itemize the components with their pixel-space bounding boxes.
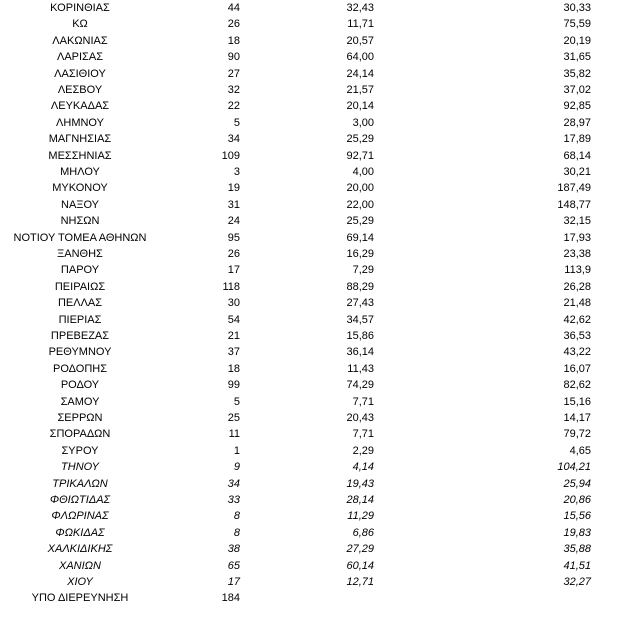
cases-cell: 21	[227, 330, 240, 342]
per-population-cell: 19,83	[563, 526, 591, 539]
table-row	[0, 213, 640, 229]
table-row	[0, 328, 640, 344]
cases-cell: 26	[227, 18, 240, 31]
table-row	[0, 492, 640, 508]
average-cell: 36,14	[346, 346, 374, 359]
region-name-cell: ΛΑΣΙΘΙΟΥ	[54, 67, 106, 80]
per-population-cell: 30,33	[563, 2, 591, 14]
table-row	[0, 115, 640, 131]
cases-cell: 99	[227, 379, 240, 392]
region-name-cell: ΣΑΜΟΥ	[60, 395, 100, 408]
cases-cell: 54	[227, 313, 240, 326]
average-cell: 20,57	[346, 34, 374, 47]
table-row	[0, 443, 640, 459]
region-name-cell: ΤΗΝΟΥ	[61, 461, 99, 474]
average-cell: 4,14	[352, 461, 374, 474]
region-name-cell: ΜΥΚΟΝΟΥ	[52, 182, 108, 195]
per-population-cell: 68,14	[563, 149, 591, 162]
region-name-cell: ΦΘΙΩΤΙΔΑΣ	[49, 494, 111, 506]
region-name-cell: ΠΙΕΡΙΑΣ	[58, 313, 102, 326]
cases-cell: 18	[227, 34, 240, 47]
table-row	[0, 459, 640, 475]
average-cell: 92,71	[346, 149, 374, 162]
average-cell: 34,57	[346, 313, 374, 326]
region-name-cell: ΡΕΘΥΜΝΟΥ	[48, 346, 112, 359]
per-population-cell: 92,85	[563, 100, 591, 113]
region-name-cell: ΛΗΜΝΟΥ	[56, 116, 104, 129]
table-row	[0, 180, 640, 196]
average-cell: 32,43	[346, 2, 374, 14]
average-cell: 69,14	[346, 231, 374, 244]
region-name-cell: ΠΕΛΛΑΣ	[57, 297, 103, 310]
region-name-cell: ΥΠΟ ΔΙΕΡΕΥΝΗΣΗ	[31, 592, 129, 605]
region-name-cell: ΤΡΙΚΑΛΩΝ	[52, 477, 108, 490]
cases-cell: 17	[227, 576, 240, 588]
region-name-cell: ΛΑΚΩΝΙΑΣ	[52, 34, 108, 47]
table-row	[0, 295, 640, 311]
per-population-cell: 15,56	[563, 510, 591, 523]
cases-cell: 8	[233, 510, 240, 523]
region-name-cell: ΜΕΣΣΗΝΙΑΣ	[48, 149, 112, 162]
region-name-cell: ΣΥΡΟΥ	[61, 444, 99, 457]
region-name-cell: ΦΩΚΙΔΑΣ	[55, 526, 105, 539]
average-cell: 21,57	[346, 84, 374, 96]
region-name-cell: ΛΕΥΚΑΔΑΣ	[50, 100, 110, 113]
cases-cell: 37	[227, 346, 240, 359]
average-cell: 88,29	[346, 280, 374, 293]
region-name-cell: ΝΑΞΟΥ	[61, 198, 99, 211]
average-cell: 11,29	[347, 510, 374, 523]
table-row	[0, 49, 640, 65]
per-population-cell: 75,59	[563, 18, 591, 31]
table-row	[0, 131, 640, 147]
table-row	[0, 0, 640, 16]
cases-cell: 22	[227, 100, 240, 113]
per-population-cell: 42,62	[563, 313, 591, 326]
cases-cell: 5	[233, 395, 240, 408]
per-population-cell: 21,48	[563, 297, 591, 310]
cases-cell: 27	[227, 67, 240, 80]
per-population-cell: 17,89	[563, 133, 591, 146]
average-cell: 27,43	[346, 297, 374, 310]
average-cell: 20,14	[346, 100, 374, 113]
region-name-cell: ΚΩ	[72, 18, 88, 31]
table-row	[0, 164, 640, 180]
region-name-cell: ΚΟΡΙΝΘΙΑΣ	[50, 2, 110, 14]
cases-cell: 18	[227, 362, 240, 375]
cases-cell: 38	[227, 543, 240, 556]
cases-cell: 44	[227, 2, 240, 14]
per-population-cell: 31,65	[563, 51, 591, 64]
region-name-cell: ΣΠΟΡΑΔΩΝ	[49, 428, 111, 441]
cases-cell: 90	[227, 51, 240, 64]
average-cell: 6,86	[352, 526, 374, 539]
per-population-cell: 148,77	[557, 198, 591, 211]
average-cell: 25,29	[346, 133, 374, 146]
per-population-cell: 4,65	[569, 444, 591, 457]
cases-cell: 24	[227, 215, 240, 228]
per-population-cell: 23,38	[563, 248, 591, 260]
average-cell: 11,43	[347, 362, 374, 375]
cases-cell: 11	[228, 428, 240, 441]
region-name-cell: ΠΡΕΒΕΖΑΣ	[50, 330, 110, 342]
per-population-cell: 14,17	[563, 412, 591, 424]
average-cell: 64,00	[346, 51, 374, 64]
per-population-cell: 187,49	[557, 182, 591, 195]
cases-cell: 17	[227, 264, 240, 277]
per-population-cell: 36,53	[563, 330, 591, 342]
cases-cell: 3	[233, 166, 240, 178]
cases-cell: 26	[227, 248, 240, 260]
per-population-cell: 104,21	[557, 461, 591, 474]
cases-cell: 65	[227, 559, 240, 572]
region-name-cell: ΛΑΡΙΣΑΣ	[56, 51, 103, 64]
average-cell: 60,14	[346, 559, 374, 572]
cases-cell: 34	[227, 477, 240, 490]
per-population-cell: 32,15	[563, 215, 591, 228]
average-cell: 27,29	[346, 543, 374, 556]
average-cell: 25,29	[346, 215, 374, 228]
average-cell: 3,00	[352, 116, 374, 129]
region-name-cell: ΝΗΣΩΝ	[60, 215, 100, 228]
table-row	[0, 590, 640, 606]
per-population-cell: 20,86	[563, 494, 591, 506]
table-row	[0, 410, 640, 426]
average-cell: 74,29	[346, 379, 374, 392]
region-name-cell: ΡΟΔΟΥ	[60, 379, 100, 392]
cases-cell: 109	[221, 149, 240, 162]
region-name-cell: ΧΑΛΚΙΔΙΚΗΣ	[47, 543, 113, 556]
average-cell: 24,14	[346, 67, 374, 80]
region-name-cell: ΠΕΙΡΑΙΩΣ	[54, 280, 106, 293]
table-row	[0, 344, 640, 360]
cases-cell: 8	[233, 526, 240, 539]
table-row	[0, 33, 640, 49]
cases-cell: 34	[227, 133, 240, 146]
region-name-cell: ΝΟΤΙΟΥ ΤΟΜΕΑ ΑΘΗΝΩΝ	[13, 231, 147, 244]
per-population-cell: 35,82	[563, 67, 591, 80]
average-cell: 7,71	[352, 428, 374, 441]
per-population-cell: 25,94	[563, 477, 591, 490]
region-name-cell: ΜΑΓΝΗΣΙΑΣ	[48, 133, 112, 146]
region-name-cell: ΞΑΝΘΗΣ	[57, 248, 103, 260]
average-cell: 4,00	[352, 166, 374, 178]
per-population-cell: 37,02	[563, 84, 591, 96]
table-row	[0, 82, 640, 98]
cases-cell: 25	[227, 412, 240, 424]
table-row	[0, 574, 640, 590]
average-cell: 2,29	[352, 444, 374, 457]
cases-cell: 118	[222, 280, 240, 293]
cases-cell: 33	[227, 494, 240, 506]
cases-cell: 30	[227, 297, 240, 310]
table-row	[0, 426, 640, 442]
table-row	[0, 558, 640, 574]
cases-cell: 32	[227, 84, 240, 96]
region-name-cell: ΧΑΝΙΩΝ	[59, 559, 101, 572]
table-row	[0, 312, 640, 328]
average-cell: 12,71	[346, 576, 374, 588]
average-cell: 20,00	[346, 182, 374, 195]
table-row	[0, 197, 640, 213]
region-name-cell: ΣΕΡΡΩΝ	[57, 412, 103, 424]
region-name-cell: ΜΗΛΟΥ	[60, 166, 100, 178]
table-row	[0, 508, 640, 524]
region-name-cell: ΛΕΣΒΟΥ	[57, 84, 103, 96]
table-row	[0, 476, 640, 492]
region-name-cell: ΧΙΟΥ	[67, 576, 93, 588]
per-population-cell: 17,93	[563, 231, 591, 244]
cases-cell: 184	[221, 592, 240, 605]
cases-cell: 9	[233, 461, 240, 474]
region-name-cell: ΡΟΔΟΠΗΣ	[52, 362, 108, 375]
per-population-cell: 15,16	[563, 395, 591, 408]
table-row	[0, 279, 640, 295]
per-population-cell: 16,07	[563, 362, 591, 375]
per-population-cell: 20,19	[563, 34, 591, 47]
table-row	[0, 16, 640, 32]
table-row	[0, 361, 640, 377]
cases-cell: 19	[227, 182, 240, 195]
per-population-cell: 26,28	[563, 280, 591, 293]
average-cell: 22,00	[346, 198, 374, 211]
per-population-cell: 82,62	[563, 379, 591, 392]
per-population-cell: 28,97	[563, 116, 591, 129]
per-population-cell: 79,72	[563, 428, 591, 441]
region-name-cell: ΦΛΩΡΙΝΑΣ	[51, 510, 109, 523]
cases-cell: 95	[227, 231, 240, 244]
average-cell: 11,71	[347, 18, 374, 31]
table-row	[0, 66, 640, 82]
average-cell: 19,43	[346, 477, 374, 490]
per-population-cell: 43,22	[563, 346, 591, 359]
table-row	[0, 377, 640, 393]
average-cell: 7,29	[352, 264, 374, 277]
table-row	[0, 525, 640, 541]
cases-cell: 1	[233, 444, 240, 457]
table-row	[0, 262, 640, 278]
per-population-cell: 35,88	[563, 543, 591, 556]
region-name-cell: ΠΑΡΟΥ	[60, 264, 100, 277]
average-cell: 16,29	[346, 248, 374, 260]
table-row	[0, 230, 640, 246]
average-cell: 28,14	[346, 494, 374, 506]
per-population-cell: 113,9	[564, 264, 591, 277]
table-row	[0, 541, 640, 557]
average-cell: 20,43	[346, 412, 374, 424]
average-cell: 15,86	[346, 330, 374, 342]
table-row	[0, 394, 640, 410]
table-row	[0, 98, 640, 114]
per-population-cell: 30,21	[563, 166, 591, 178]
table-row	[0, 148, 640, 164]
cases-cell: 5	[233, 116, 240, 129]
table-row	[0, 246, 640, 262]
cases-cell: 31	[227, 198, 240, 211]
per-population-cell: 32,27	[563, 576, 591, 588]
per-population-cell: 41,51	[563, 559, 591, 572]
average-cell: 7,71	[352, 395, 374, 408]
